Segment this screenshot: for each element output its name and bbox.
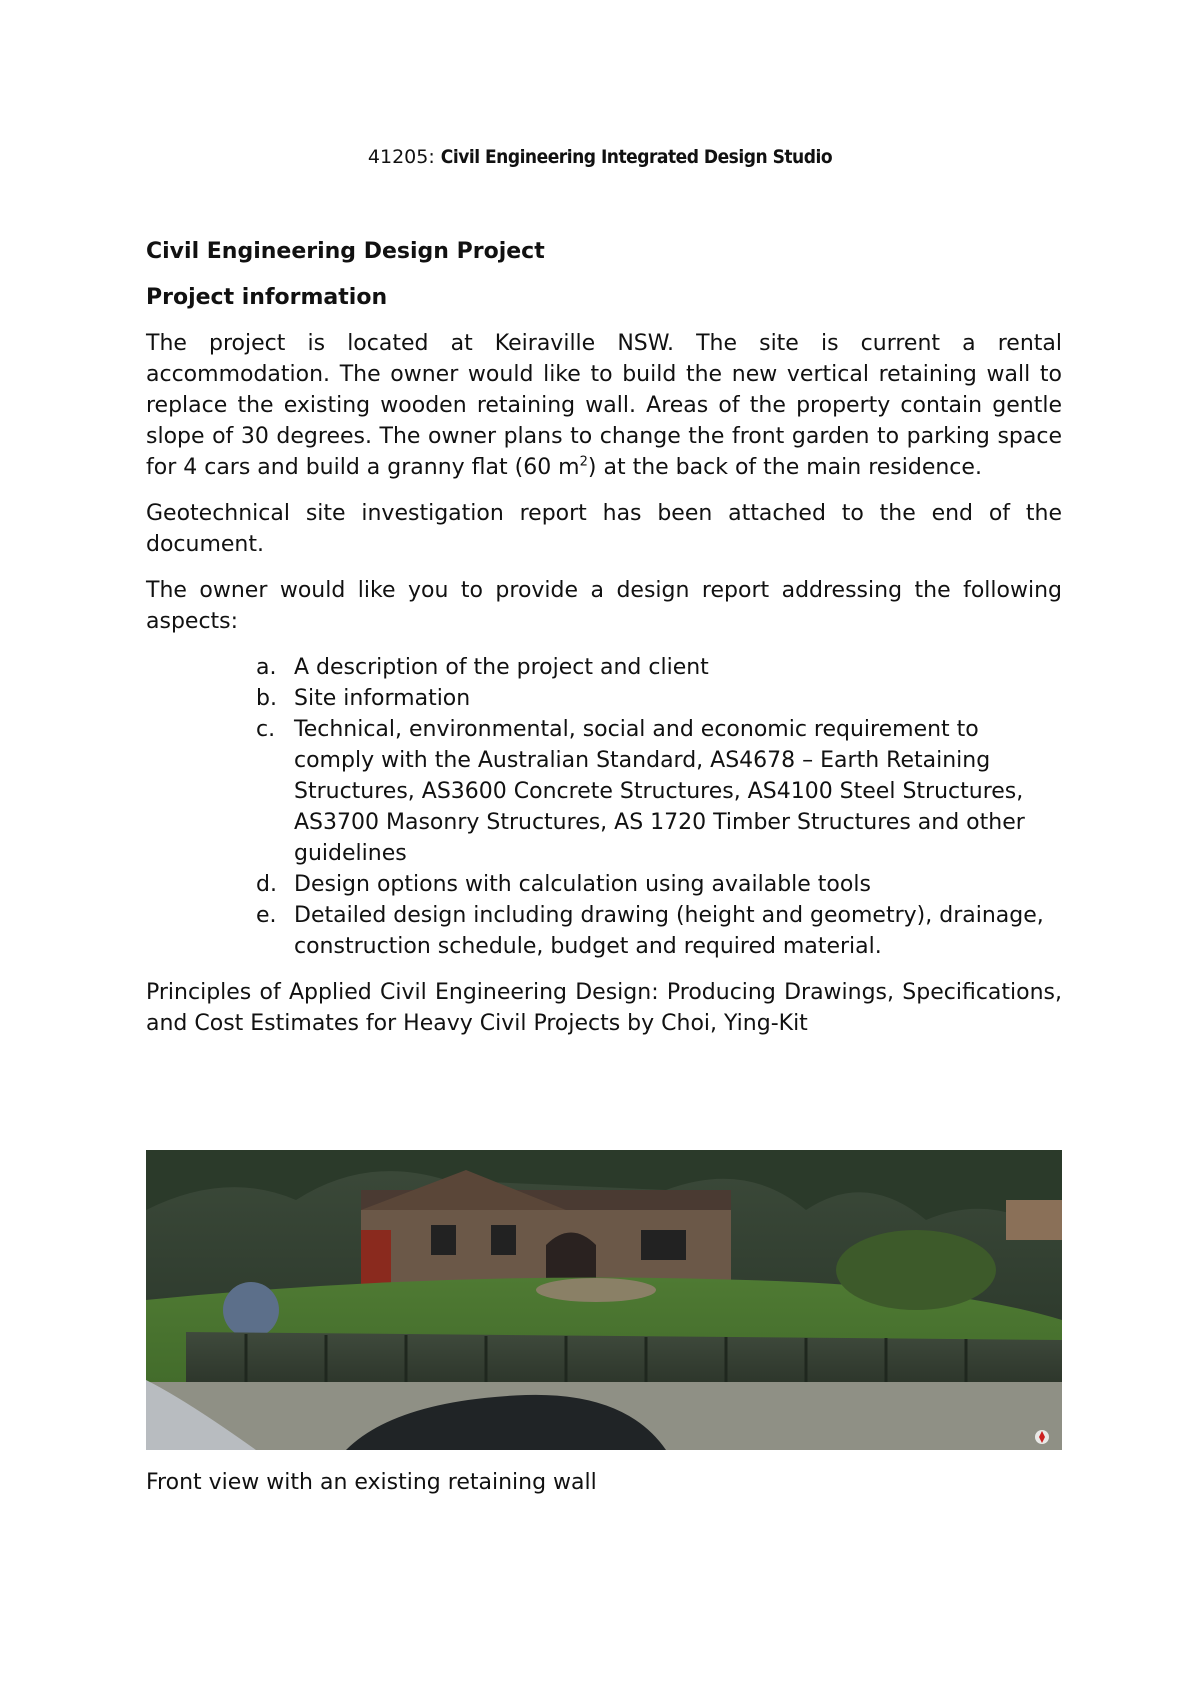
reference-paragraph: Principles of Applied Civil Engineering Design: Producing Drawings, Specifications, and Cost Estimates for Heavy Civil Projects by Choi, Ying-Kit [146,980,1062,1036]
aspects-list [146,652,1062,962]
hydrangea-bush [223,1282,279,1338]
list-marker: e. [256,903,277,928]
page-header [0,146,1200,168]
list-item-text: Detailed design including drawing (height and geometry), drainage, construction schedule, budget and required material. [294,903,1044,959]
garden-bed [536,1278,656,1302]
house-window-right [641,1230,686,1260]
geotech-paragraph: Geotechnical site investigation report has been attached to the end of the document. [146,501,1062,557]
right-shrubs [836,1230,996,1310]
area-superscript: 2 [579,454,588,470]
course-code: 41205: [367,146,435,168]
list-marker: c. [256,717,276,742]
right-fence [1006,1200,1062,1240]
list-item [146,869,1062,900]
compass-icon [1035,1430,1049,1444]
list-item [146,683,1062,714]
list-marker: d. [256,872,277,897]
request-paragraph: The owner would like you to provide a design report addressing the following aspects: [146,578,1062,634]
retaining-wall [186,1332,1062,1386]
section-heading: Project information [146,285,388,310]
house-window-left [431,1225,456,1255]
project-paragraph [146,328,1062,483]
list-marker: a. [256,655,277,680]
list-item-text: Site information [294,686,471,711]
list-item-text: Design options with calculation using available tools [294,872,871,897]
house-door [361,1230,391,1285]
project-text-part1: The project is located at Keiraville NSW. The site is current a rental accommodation. The owner would like to build the new vertical retaining wall to replace the existing wooden retaining wall. Areas of the property contain gentle slope of 30 degrees. The owner plans to change the front garden to parking space for 4 cars and build a granny flat (60 m [146,331,1062,480]
list-item [146,714,1062,869]
list-item-text: A description of the project and client [294,655,709,680]
list-marker: b. [256,686,277,711]
photo-caption: Front view with an existing retaining wall [146,1470,597,1495]
project-text-part2: ) at the back of the main residence. [587,455,982,480]
house-window-mid [491,1225,516,1255]
list-item [146,900,1062,962]
document-title: Civil Engineering Design Project [146,239,545,264]
list-item [146,652,1062,683]
course-name: Civil Engineering Integrated Design Studio [440,146,833,168]
house-photo [146,1150,1062,1450]
list-item-text: Technical, environmental, social and economic requirement to comply with the Australian Standard, AS4678 – Earth Retaining Structures, AS3600 Concrete Structures, AS4100 Steel Structures, AS3700 Masonry Structures, AS 1720 Timber Structures and other guidelines [294,717,1025,866]
document-body [146,236,1062,1054]
